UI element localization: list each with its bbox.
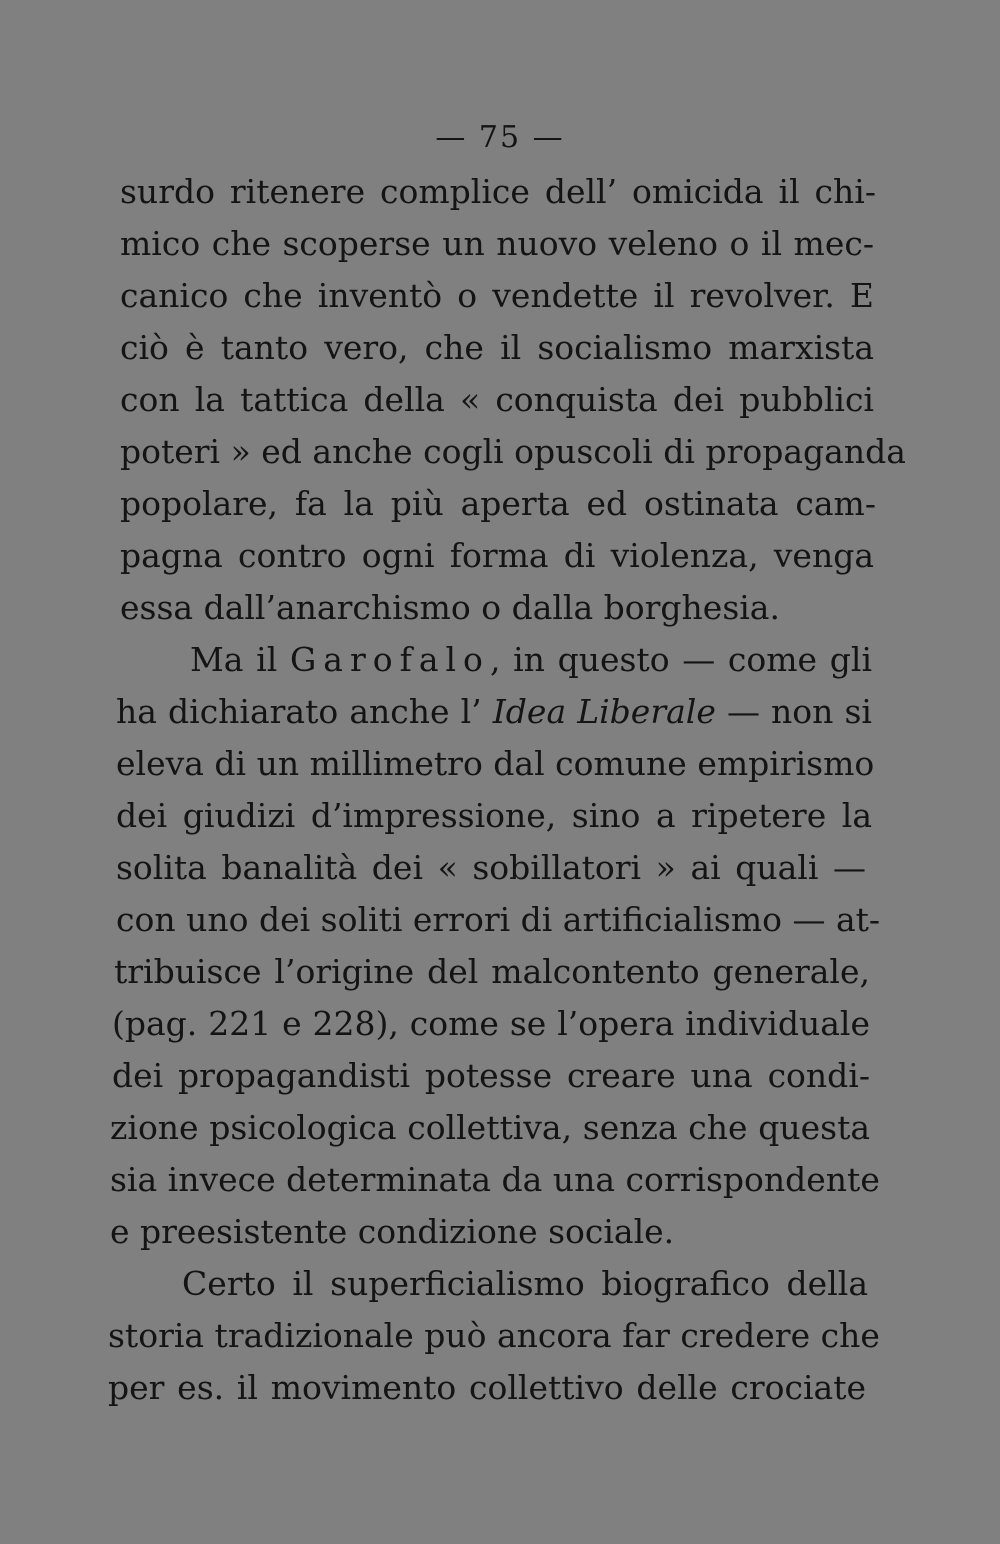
text-line: sia invece determinata da una corrispondente	[110, 1160, 880, 1199]
text-line	[190, 634, 872, 686]
text-segment: Ma il	[190, 640, 290, 679]
text-line: con la tattica della « conquista dei pubblici	[120, 380, 874, 419]
text-line: storia tradizionale può ancora far credere che	[108, 1316, 880, 1355]
text-segment: ha dichiarato anche l’	[116, 692, 493, 731]
text-line: canico che inventò o vendette il revolver. E	[120, 276, 874, 315]
text-segment: — non si	[715, 692, 872, 731]
page-number: — 75 —	[435, 120, 565, 155]
text-line: (pag. 221 e 228), come se l’opera individuale	[112, 1004, 870, 1043]
text-line: e preesistente condizione sociale.	[110, 1212, 675, 1251]
text-line: tribuisce l’origine del malcontento generale,	[114, 952, 870, 991]
publication-title: Idea Liberale	[492, 692, 716, 731]
text-line: dei giudizi d’impressione, sino a ripetere la	[116, 796, 872, 835]
text-segment: , in questo — come gli	[489, 640, 872, 679]
text-line: ciò è tanto vero, che il socialismo marxista	[120, 328, 874, 367]
text-line: poteri » ed anche cogli opuscoli di propaganda	[120, 432, 906, 471]
text-line: mico che scoperse un nuovo veleno o il mec-	[120, 224, 874, 263]
text-line: essa dall’anarchismo o dalla borghesia.	[120, 588, 780, 627]
text-line: eleva di un millimetro dal comune empirismo	[116, 744, 875, 783]
text-line: dei propagandisti potesse creare una condi-	[112, 1056, 870, 1095]
text-line: surdo ritenere complice dell’ omicida il chi-	[120, 172, 876, 211]
text-line	[116, 686, 872, 738]
author-name: Garofalo	[289, 640, 490, 679]
text-line: Certo il superficialismo biografico della	[182, 1264, 868, 1303]
text-line: pagna contro ogni forma di violenza, venga	[120, 536, 874, 575]
text-line: popolare, fa la più aperta ed ostinata cam-	[120, 484, 876, 523]
text-line: per es. il movimento collettivo delle crociate	[108, 1368, 866, 1407]
text-line: solita banalità dei « sobillatori » ai quali —	[116, 848, 866, 887]
text-line: zione psicologica collettiva, senza che questa	[110, 1108, 870, 1147]
text-line: con uno dei soliti errori di artificialismo — at-	[116, 900, 881, 939]
